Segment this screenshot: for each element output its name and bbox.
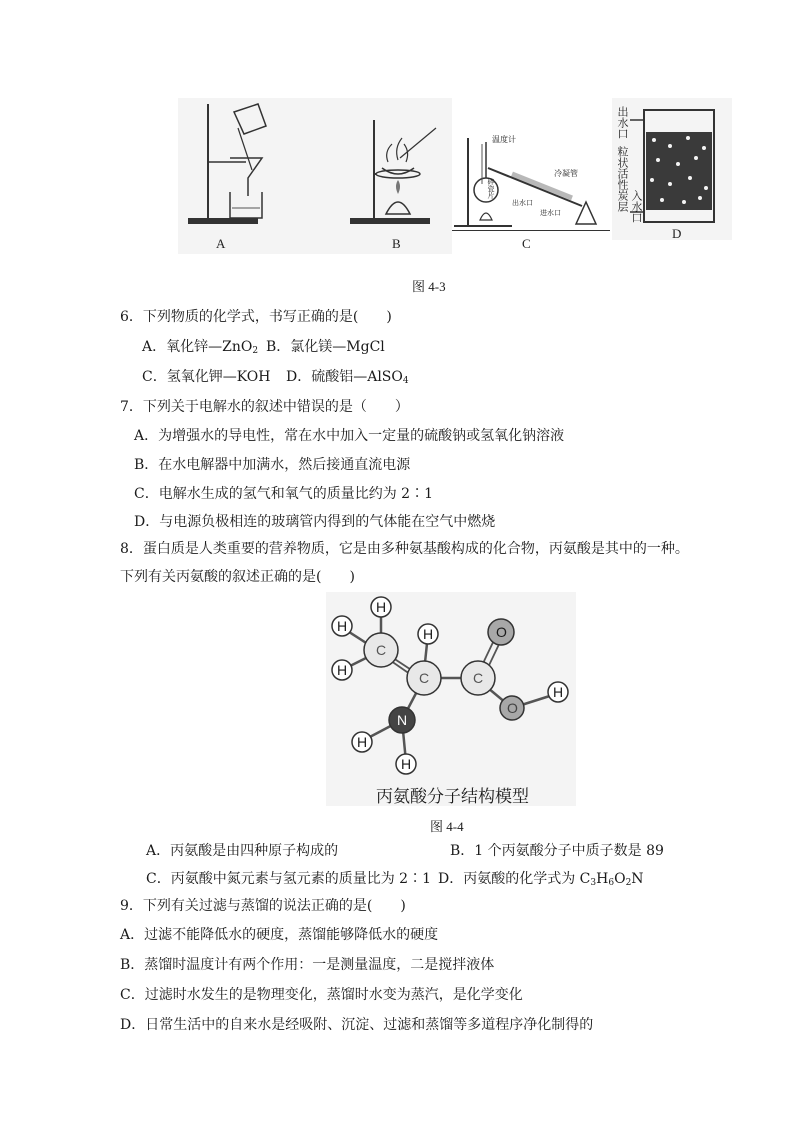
q8-option-d-label: D．丙氨酸的化学式为 C	[438, 871, 591, 887]
q7-option-c: C．电解水生成的氢气和氧气的质量比约为 2∶1	[134, 486, 433, 502]
q8-stem-line2: 下列有关丙氨酸的叙述正确的是( )	[120, 569, 355, 585]
q6-option-c: C．氢氧化钾—KOH	[142, 369, 271, 385]
q8-option-c: C．丙氨酸中氮元素与氢元素的质量比为 2∶1	[146, 871, 431, 887]
q7-stem: 7．下列关于电解水的叙述中错误的是（ ）	[120, 399, 409, 415]
q8-option-b: B．1 个丙氨酸分子中质子数是 89	[450, 843, 664, 859]
atom-h-7-label: H	[401, 756, 412, 772]
atom-h-1-label: H	[376, 599, 387, 615]
atom-h-4-label: H	[423, 626, 434, 642]
water-out-label-d: 出水口	[616, 106, 629, 139]
q8-option-d-sub2: 6	[608, 878, 615, 888]
q7-option-d: D．与电源负极相连的玻璃管内得到的气体能在空气中燃烧	[134, 514, 496, 530]
q6-option-b: B．氯化镁—MgCl	[266, 339, 385, 355]
q8-option-d-sub1: 3	[590, 878, 597, 888]
figure-4-4-caption: 图 4-4	[430, 819, 464, 834]
q7-option-b: B．在水电解器中加满水，然后接通直流电源	[134, 457, 411, 473]
atom-h-3-label: H	[337, 662, 348, 678]
panel-b-evaporation	[340, 98, 452, 254]
water-in-label-c: 进水口	[540, 209, 561, 217]
alanine-model-figure	[326, 592, 576, 806]
panel-d-letter: D	[672, 226, 682, 240]
atom-n-label: N	[397, 712, 408, 728]
q6-option-d-subscript: 4	[402, 376, 409, 386]
panel-c-distillation	[452, 128, 610, 231]
q9-option-d: D．日常生活中的自来水是经吸附、沉淀、过滤和蒸馏等多道程序净化制得的	[120, 1017, 594, 1033]
q9-stem: 9．下列有关过滤与蒸馏的说法正确的是( )	[120, 898, 406, 914]
panel-c-letter: C	[522, 236, 531, 251]
zeolite-label: 碎瓷片	[487, 178, 495, 199]
q6-option-d	[286, 366, 409, 386]
q9-option-c: C．过滤时水发生的是物理变化，蒸馏时水变为蒸汽，是化学变化	[120, 987, 523, 1003]
panel-a-letter: A	[216, 236, 226, 251]
atom-o-2-label: O	[507, 700, 518, 716]
alanine-model-caption: 丙氨酸分子结构模型	[376, 787, 529, 806]
figure-4-3-caption: 图 4-3	[412, 279, 446, 294]
alanine-model-drawing	[326, 592, 576, 806]
q6-option-a-subscript: 2	[252, 346, 259, 356]
atom-o-1-label: O	[496, 624, 507, 640]
q8-option-d-end: N	[631, 871, 644, 887]
q8-option-d-mid1: H	[596, 871, 609, 887]
atom-c-1-label: C	[376, 642, 387, 658]
thermometer-label: 温度计	[492, 135, 516, 144]
atom-h-5-label: H	[553, 684, 564, 700]
atom-c-3-label: C	[473, 670, 484, 686]
water-in-label-d: 入水口	[630, 190, 643, 223]
distillation-apparatus-drawing	[452, 128, 610, 230]
atom-h-2-label: H	[337, 618, 348, 634]
q8-option-a: A．丙氨酸是由四种原子构成的	[146, 843, 339, 859]
q6-option-a-label: A．氧化锌—ZnO	[142, 339, 253, 355]
atom-h-6-label: H	[357, 734, 368, 750]
q8-option-d	[438, 868, 644, 888]
q8-option-d-mid2: O	[614, 871, 626, 887]
atom-c-2-label: C	[419, 670, 430, 686]
condenser-label: 冷凝管	[554, 169, 578, 178]
q6-option-a	[142, 336, 258, 356]
q9-option-a: A．过滤不能降低水的硬度，蒸馏能够降低水的硬度	[120, 927, 439, 943]
carbon-layer-label: 粒状活性炭层	[616, 146, 629, 212]
evaporation-apparatus-drawing	[340, 98, 452, 254]
q6-stem: 6．下列物质的化学式，书写正确的是( )	[120, 309, 392, 325]
q8-stem-line1: 8．蛋白质是人类重要的营养物质，它是由多种氨基酸构成的化合物，丙氨酸是其中的一种。	[120, 541, 689, 557]
q8-option-d-sub3: 2	[625, 878, 632, 888]
q6-option-d-label: D．硫酸铝—AlSO	[286, 369, 403, 385]
panel-b-letter: B	[392, 236, 401, 251]
q7-option-a: A．为增强水的导电性，常在水中加入一定量的硫酸钠或氢氧化钠溶液	[134, 428, 565, 444]
water-out-label-c: 出水口	[512, 199, 533, 207]
panel-d-carbon-filter	[612, 98, 732, 240]
q9-option-b: B．蒸馏时温度计有两个作用：一是测量温度，二是搅拌液体	[120, 957, 495, 973]
